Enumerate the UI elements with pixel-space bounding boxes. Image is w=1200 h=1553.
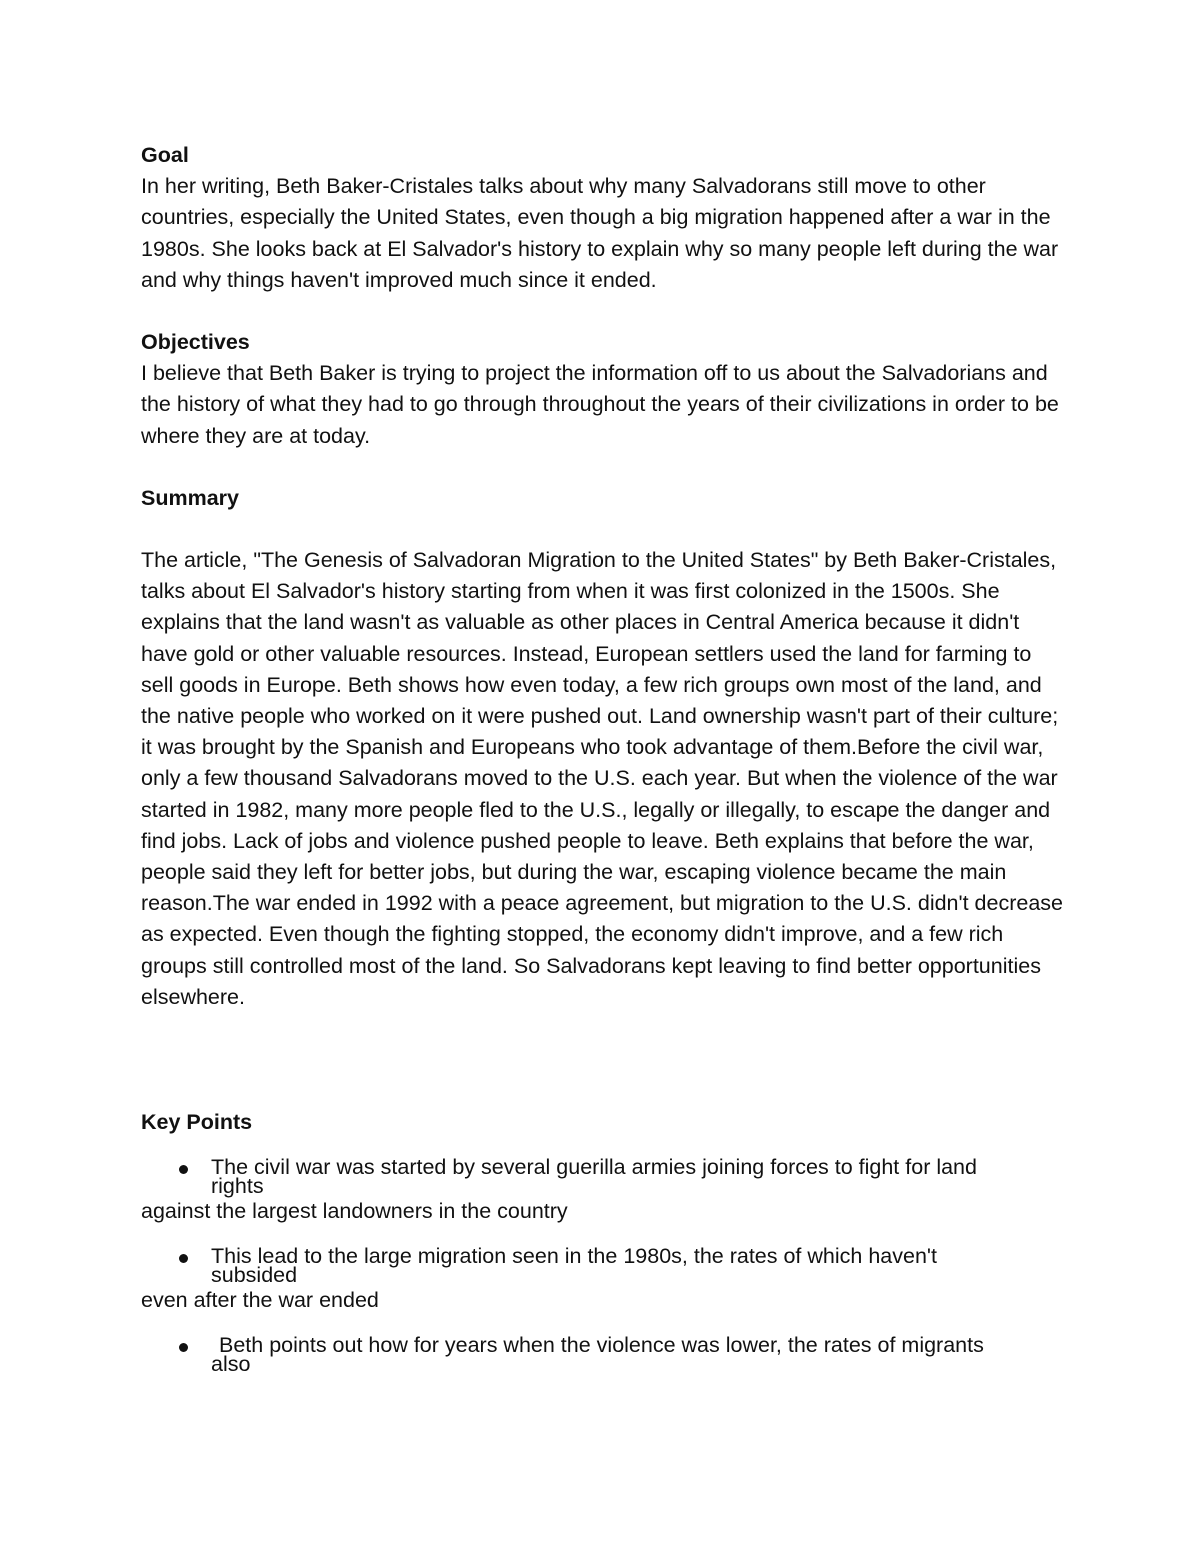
summary-section: [141, 483, 1066, 1013]
objectives-heading: Objectives: [141, 330, 250, 355]
key-point-item: [141, 1152, 1066, 1199]
bullet-icon: [179, 1165, 188, 1174]
key-points-heading: Key Points: [141, 1110, 253, 1135]
key-point-continuation: even after the war ended: [141, 1288, 379, 1313]
bullet-icon: [179, 1343, 188, 1352]
summary-body: The article, "The Genesis of Salvadoran Migration to the United States" by Beth Baker-Cristales, talks about El Salvador's history starting from when it was first colonized in the 1500s. She explains that the land wasn't as valuable as other places in Central America because it didn't have gold or other valuable resources. Instead, European settlers used the land for farming to sell goods in Europe. Beth shows how even today, a few rich groups own most of the land, and the native people who worked on it were pushed out. Land ownership wasn't part of their culture; it was brought by the Spanish and Europeans who took advantage of them.Before the civil war, only a few thousand Salvadorans moved to the U.S. each year. But when the violence of the war started in 1982, many more people fled to the U.S., legally or illegally, to escape the danger and find jobs. Lack of jobs and violence pushed people to leave. Beth explains that before the war, people said they left for better jobs, but during the war, escaping violence became the main reason.The war ended in 1992 with a peace agreement, but migration to the U.S. didn't decrease as expected. Even though the fighting stopped, the economy didn't improve, and a few rich groups still controlled most of the land. So Salvadorans kept leaving to find better opportunities elsewhere.: [141, 548, 1064, 1009]
key-point-item: [141, 1241, 1066, 1288]
key-point-line: The civil war was started by several guerilla armies joining forces to fight for land: [211, 1155, 977, 1180]
goal-heading: Goal: [141, 143, 189, 167]
key-point-line: also: [211, 1352, 251, 1377]
objectives-section: [141, 327, 1066, 452]
key-point-item: [141, 1330, 1066, 1377]
key-point-line: Beth points out how for years when the violence was lower, the rates of migrants: [219, 1333, 984, 1358]
key-point-line: subsided: [211, 1263, 298, 1288]
key-point-line: This lead to the large migration seen in the 1980s, the rates of which haven't: [211, 1244, 937, 1269]
document-page: [141, 140, 1066, 1377]
summary-heading: Summary: [141, 485, 239, 510]
key-point-line: rights: [211, 1174, 264, 1199]
goal-section: [141, 140, 1066, 296]
bullet-icon: [179, 1254, 188, 1263]
objectives-body: I believe that Beth Baker is trying to project the information off to us about the Salvadorians and the history of what they had to go through throughout the years of their civilizations in order to be where they are at today.: [141, 361, 1059, 448]
goal-body: In her writing, Beth Baker-Cristales talks about why many Salvadorans still move to other countries, especially the United States, even though a big migration happened after a war in the 1980s. She looks back at El Salvador's history to explain why so many people left during the war and why things haven't improved much since it ended.: [141, 174, 1059, 292]
key-point-continuation: against the largest landowners in the country: [141, 1199, 568, 1224]
key-points-section: [141, 1107, 1066, 1377]
